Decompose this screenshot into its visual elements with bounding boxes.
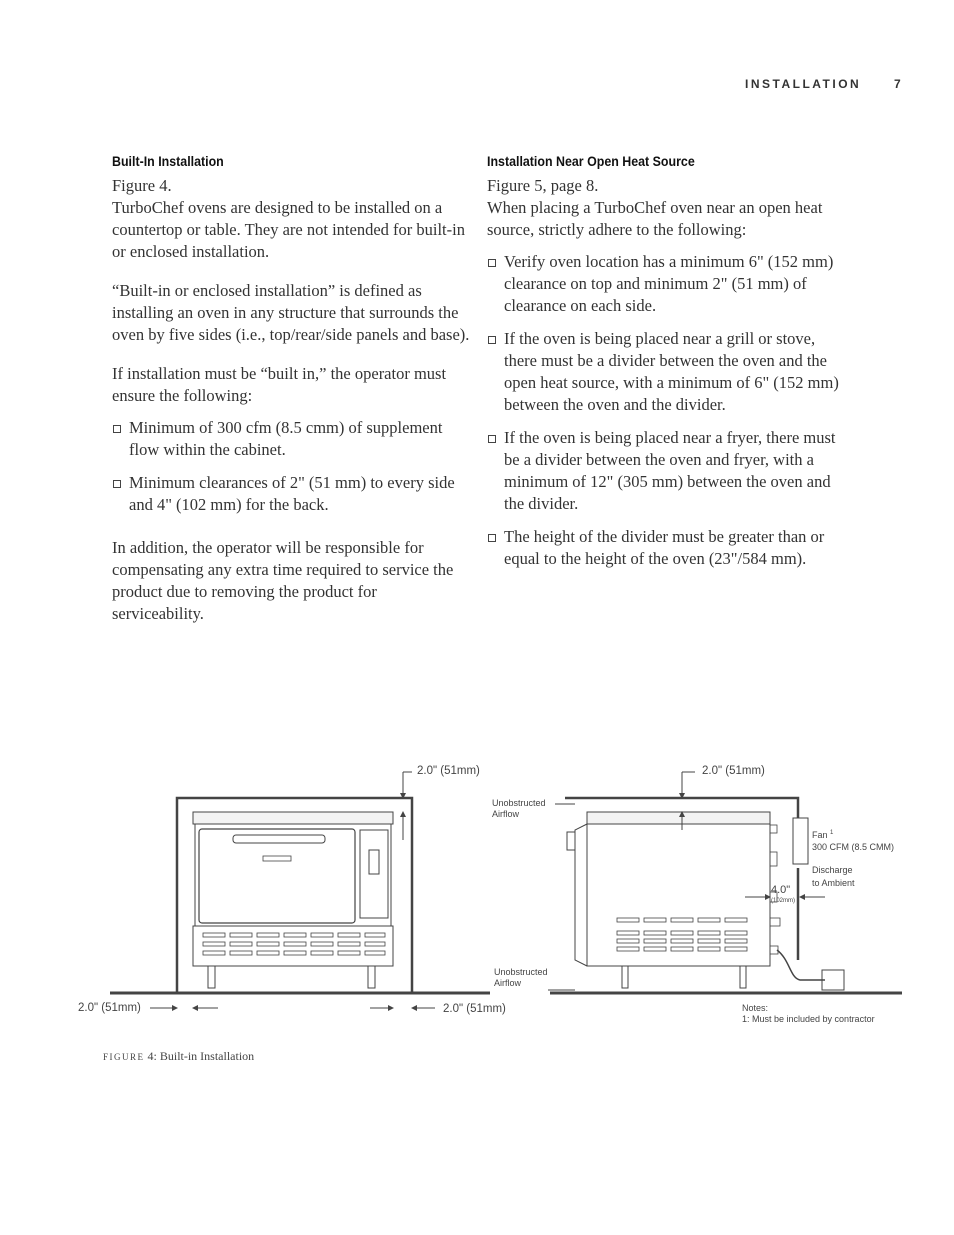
- airflow-bottom-label: Unobstructed: [494, 967, 548, 977]
- paragraph: In addition, the operator will be responsible for compensating any extra time required to service the product due to removing the product for serviceability.: [112, 538, 454, 623]
- built-in-installation-figure: [0, 740, 954, 1040]
- front-right-clearance-label: 2.0" (51mm): [443, 1003, 506, 1015]
- list-item: Verify oven location has a minimum 6" (152 mm) clearance on top and minimum 2" (51 mm) of clearance on each side.: [487, 251, 842, 317]
- list-item: Minimum clearances of 2" (51 mm) to every side and 4" (102 mm) for the back.: [112, 472, 472, 516]
- caption-text: 4: Built-in Installation: [147, 1049, 255, 1063]
- right-column: [487, 151, 842, 581]
- paragraph: TurboChef ovens are designed to be installed on a countertop or table. They are not intended for built-in or enclosed installation.: [112, 198, 465, 261]
- built-in-heading: Built-In Installation: [112, 154, 224, 169]
- requirements-list: [112, 417, 472, 516]
- list-item: Minimum of 300 cfm (8.5 cmm) of supplement flow within the cabinet.: [112, 417, 472, 461]
- left-column: [112, 151, 472, 625]
- airflow-bottom-label: Airflow: [494, 978, 522, 988]
- figure-reference: Figure 5, page 8.: [487, 176, 599, 195]
- notes-item: 1: Must be included by contractor: [742, 1014, 875, 1024]
- section-header: INSTALLATION: [745, 77, 862, 91]
- list-item: If the oven is being placed near a fryer, there must be a divider between the oven and fryer, with a minimum of 12" (305 mm) between the oven and the divider.: [487, 427, 842, 515]
- page-number: 7: [894, 77, 904, 91]
- back-clearance-label: 4.0": [771, 884, 791, 896]
- side-top-clearance-label: 2.0" (51mm): [702, 765, 765, 777]
- notes-title: Notes:: [742, 1003, 769, 1013]
- list-item: The height of the divider must be greater than or equal to the height of the oven (23"/584 mm).: [487, 526, 842, 570]
- front-left-clearance-label: 2.0" (51mm): [78, 1002, 141, 1014]
- paragraph: “Built-in or enclosed installation” is defined as installing an oven in any structure that surrounds the oven by five sides (i.e., top/rear/side panels and base).: [112, 281, 470, 344]
- back-clearance-mm-label: (102mm): [771, 898, 796, 904]
- front-view: [110, 772, 490, 1008]
- paragraph: If installation must be “built in,” the operator must ensure the following:: [112, 364, 447, 405]
- caption-label: FIGURE: [103, 1052, 145, 1062]
- airflow-top-label: Unobstructed: [492, 798, 546, 808]
- list-item: If the oven is being placed near a grill or stove, there must be a divider between the oven and the open heat source, with a minimum of 6" (152 mm) between the oven and the divider.: [487, 328, 842, 416]
- fan-label: Fan: [812, 830, 828, 840]
- airflow-top-label: Airflow: [492, 809, 520, 819]
- heat-source-heading: Installation Near Open Heat Source: [487, 154, 695, 169]
- fan-footnote-marker: 1: [830, 830, 834, 836]
- figure-reference: Figure 4.: [112, 176, 172, 195]
- discharge-label: to Ambient: [812, 878, 855, 888]
- figure-caption: [103, 1049, 254, 1064]
- paragraph: When placing a TurboChef oven near an open heat source, strictly adhere to the following:: [487, 198, 823, 239]
- fan-cfm-label: 300 CFM (8.5 CMM): [812, 842, 895, 852]
- requirements-list: [487, 251, 842, 570]
- discharge-label: Discharge: [812, 865, 853, 875]
- front-top-clearance-label: 2.0" (51mm): [417, 765, 480, 777]
